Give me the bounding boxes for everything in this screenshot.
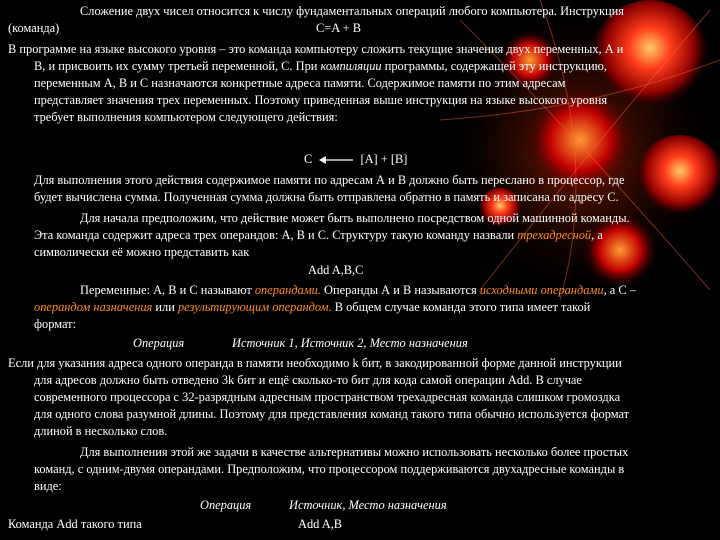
p5-line1-a: Переменные: А, В и С называют (80, 283, 255, 297)
term-operands: операндами. (254, 283, 321, 297)
p4-line2 (34, 227, 603, 244)
format2-fields: Источник, Место назначения (289, 498, 447, 512)
p5-line2-b: В общем случае команда этого типа имеет такой (331, 300, 591, 314)
p5-line1 (80, 282, 636, 299)
p5-line1-c: , а С – (603, 283, 636, 297)
term-source-operands: исходными операндами (479, 283, 604, 297)
p4-line2-a: Эта команда содержит адреса трех операндов: А, В и С. Структуру такую команду назвали (34, 228, 518, 242)
p2-line1: В программе на языке высокого уровня – это команда компьютеру сложить текущие значения двух переменных, А и (8, 42, 624, 56)
p6-line5: длиной в несколько слов. (34, 424, 168, 438)
p6-line1: Если для указания адреса одного операнда в памяти необходимо k бит, в закодированной форме данной инструкции (8, 356, 622, 370)
term-compilation: компиляции (320, 59, 382, 73)
format2-operation: Операция (200, 498, 252, 512)
p7-line3: виде: (34, 479, 62, 493)
action-left: C (304, 152, 313, 166)
p4-line2-b: , а (591, 228, 603, 242)
p2-line3: переменным А, В и С назначаются конкретные адреса памяти. Содержимое памяти по этим адресам (34, 76, 566, 90)
term-three-address: трехадресной (517, 228, 592, 242)
p6-line4: для одного слова разумной длины. Поэтому для представления команд такого типа обычно используется формат (34, 407, 630, 421)
last-label: Команда Add такого типа (8, 517, 142, 531)
command-add-two: Add A,B (298, 517, 343, 531)
p1-line1: Сложение двух чисел относится к числу фундаментальных операций любого компьютера. Инструкция (80, 4, 624, 18)
p1-line2-left: (команда) (8, 21, 60, 35)
p2-line4: представляет значения трех переменных. Поэтому приведенная выше инструкция на языке высокого уровня (34, 93, 608, 107)
action-right: [A] + [B] (360, 152, 408, 166)
command-add-three: Add A,B,C (308, 263, 364, 277)
p5-line2-a: или (152, 300, 178, 314)
left-arrow-icon (319, 155, 353, 165)
format1-fields: Источник 1, Источник 2, Место назначения (232, 336, 468, 350)
action-expression (304, 151, 407, 168)
term-destination-operand: операндом назначения (34, 300, 153, 314)
p2-line2-b: программы, содержащей эту инструкцию, (381, 59, 607, 73)
p5-line2 (34, 299, 590, 316)
p6-line2: для адресов должно быть отведено 3k бит и ещё сколько-то бит для кода самой операции Add. В случае (34, 373, 582, 387)
p7-line2: команд, с одним-двумя операндами. Предположим, что процессором поддерживаются двухадресные команды в (34, 462, 625, 476)
p5-line3: формат: (34, 317, 77, 331)
p7-line1: Для выполнения этой же задачи в качестве альтернативы можно использовать несколько более простых (80, 445, 629, 459)
term-result-operand: результирующим операндом. (177, 300, 332, 314)
p2-line5: требует выполнения компьютером следующего действия: (34, 110, 338, 124)
p4-line3: символически её можно представить как (34, 245, 250, 259)
p3-line1: Для выполнения этого действия содержимое памяти по адресам А и В должно быть переслано в процессор, где (34, 173, 625, 187)
format1-operation: Операция (133, 336, 185, 350)
p6-line3: современного процессора с 32-разрядным адресным пространством трехадресная команда слишком громоздка (34, 390, 621, 404)
p5-line1-b: Операнды А и В называются (320, 283, 480, 297)
p2-line2-a: В, и присвоить их сумму третьей переменной, С. При (34, 59, 321, 73)
p4-line1: Для начала предположим, что действие может быть выполнено посредством одной машинной команды. (80, 211, 630, 225)
p1-formula: C=A + B (316, 21, 361, 35)
p3-line2: будет вычислена сумма. Полученная сумма должна быть отправлена обратно в память и записана по адресу С. (34, 190, 619, 204)
p2-line2 (34, 58, 607, 75)
